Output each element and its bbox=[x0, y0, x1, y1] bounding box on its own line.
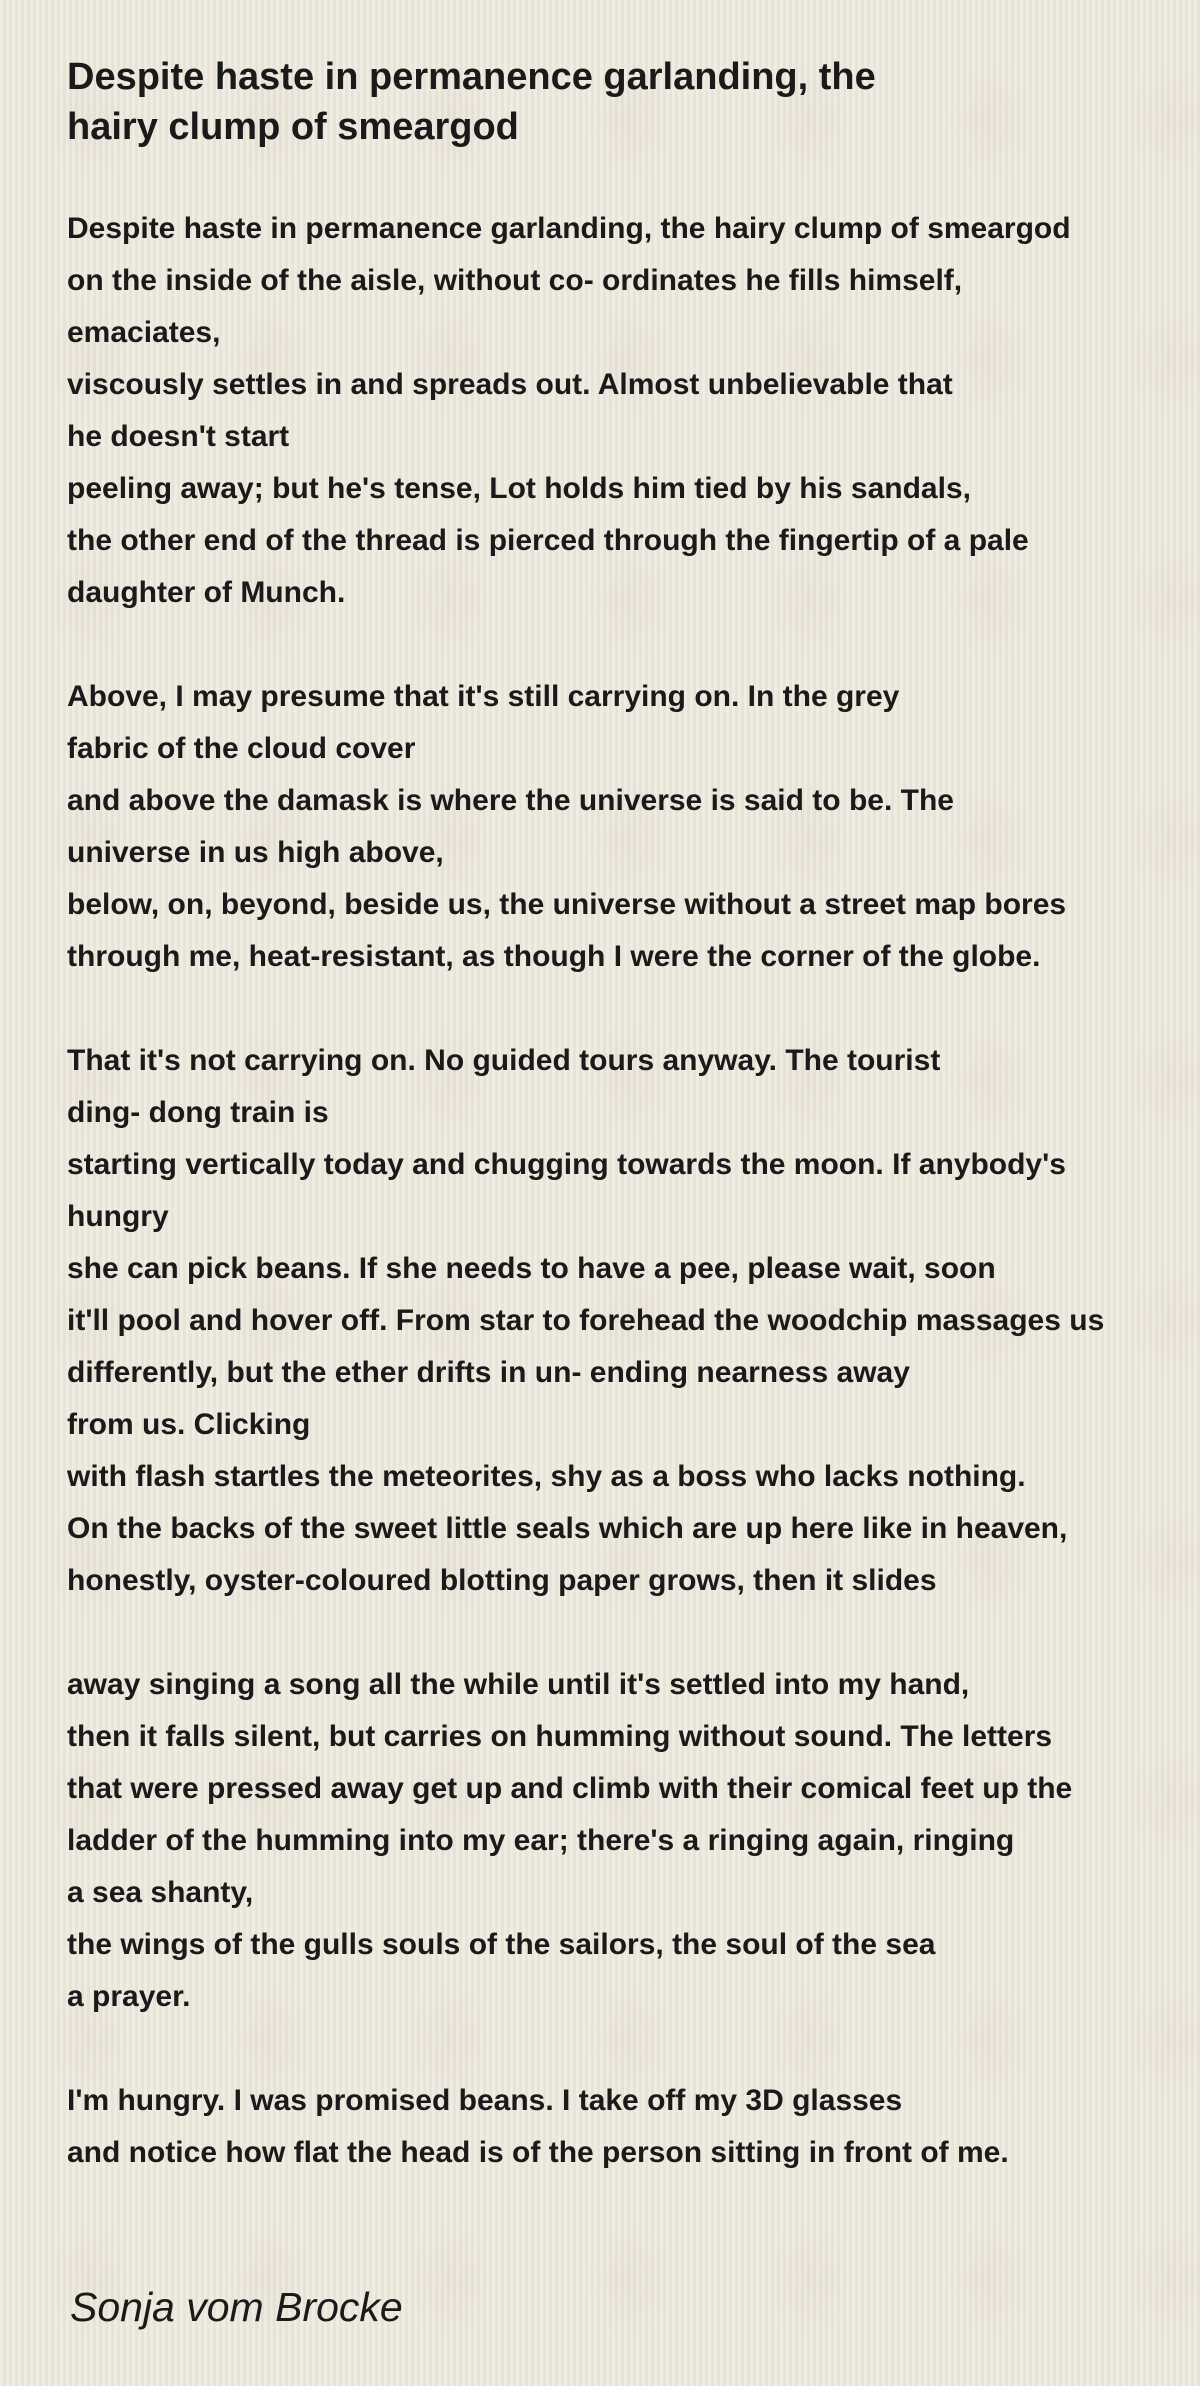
poem-line: he doesn't start bbox=[67, 420, 290, 453]
poem-line: Despite haste in permanence garlanding, the hairy clump of smeargod bbox=[67, 212, 1071, 245]
poem-line: then it falls silent, but carries on humming without sound. The letters bbox=[67, 1720, 1053, 1753]
poem-line: fabric of the cloud cover bbox=[67, 732, 416, 765]
poem-line: daughter of Munch. bbox=[67, 576, 346, 609]
poem-line: I'm hungry. I was promised beans. I take off my 3D glasses bbox=[67, 2084, 903, 2117]
poem-line: a prayer. bbox=[67, 1980, 191, 2013]
poem-line: the wings of the gulls souls of the sailors, the soul of the sea bbox=[67, 1928, 936, 1961]
poem-author: Sonja vom Brocke bbox=[70, 2284, 403, 2330]
poem-title-line: hairy clump of smeargod bbox=[67, 106, 519, 148]
poem-line: that were pressed away get up and climb with their comical feet up the bbox=[67, 1772, 1073, 1805]
poem-line: the other end of the thread is pierced through the fingertip of a pale bbox=[67, 524, 1029, 557]
poem-line: honestly, oyster-coloured blotting paper grows, then it slides bbox=[67, 1564, 937, 1597]
poem-line: On the backs of the sweet little seals which are up here like in heaven, bbox=[67, 1512, 1068, 1545]
poem-line: Above, I may presume that it's still carrying on. In the grey bbox=[67, 680, 900, 713]
poem-line: and above the damask is where the universe is said to be. The bbox=[67, 784, 954, 817]
poem-line: below, on, beyond, beside us, the universe without a street map bores bbox=[67, 888, 1067, 921]
poem-line: from us. Clicking bbox=[67, 1408, 311, 1441]
poem-line: with flash startles the meteorites, shy as a boss who lacks nothing. bbox=[67, 1460, 1026, 1493]
poem-line: That it's not carrying on. No guided tours anyway. The tourist bbox=[67, 1044, 941, 1077]
poem-title-line: Despite haste in permanence garlanding, the bbox=[67, 56, 876, 98]
poem-line: it'll pool and hover off. From star to forehead the woodchip massages us bbox=[67, 1304, 1105, 1337]
poem-body bbox=[67, 203, 1187, 2179]
stanza-break bbox=[67, 983, 1187, 1035]
stanza-break bbox=[67, 1607, 1187, 1659]
poem-line: peeling away; but he's tense, Lot holds him tied by his sandals, bbox=[67, 472, 971, 505]
poem-line: and notice how flat the head is of the person sitting in front of me. bbox=[67, 2136, 1009, 2169]
poem-line: hungry bbox=[67, 1200, 169, 1233]
poem-line: universe in us high above, bbox=[67, 836, 444, 869]
poem-line: on the inside of the aisle, without co- ordinates he fills himself, bbox=[67, 264, 963, 297]
stanza-break bbox=[67, 619, 1187, 671]
poem-line: ding- dong train is bbox=[67, 1096, 329, 1129]
poem-line: a sea shanty, bbox=[67, 1876, 254, 1909]
stanza-break bbox=[67, 2023, 1187, 2075]
poem-line: differently, but the ether drifts in un- ending nearness away bbox=[67, 1356, 910, 1389]
poem-line: ladder of the humming into my ear; there's a ringing again, ringing bbox=[67, 1824, 1015, 1857]
poem-line: starting vertically today and chugging towards the moon. If anybody's bbox=[67, 1148, 1066, 1181]
poem-title bbox=[67, 52, 1067, 152]
poem-line: through me, heat-resistant, as though I were the corner of the globe. bbox=[67, 940, 1041, 973]
poem-line: she can pick beans. If she needs to have a pee, please wait, soon bbox=[67, 1252, 996, 1285]
poem-line: emaciates, bbox=[67, 316, 221, 349]
poem-line: away singing a song all the while until it's settled into my hand, bbox=[67, 1668, 970, 1701]
poem-line: viscously settles in and spreads out. Almost unbelievable that bbox=[67, 368, 953, 401]
